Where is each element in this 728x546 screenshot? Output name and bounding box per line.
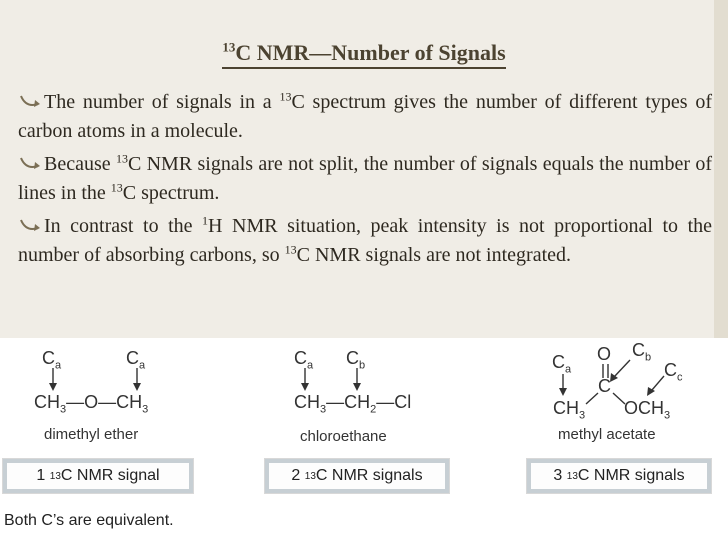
curved-arrow-icon xyxy=(18,216,44,234)
bullet-2-sup: 13 xyxy=(115,151,128,166)
methoxy-formula xyxy=(624,398,670,422)
label-sub-a: a xyxy=(139,359,146,372)
bullet-2-text-b: C NMR signals are not split, the number of signals equals the number of lines in the xyxy=(18,153,712,204)
bullet-3-text-c: C NMR signals are not integrated. xyxy=(296,244,572,266)
formula-o: O xyxy=(84,392,99,412)
formula-sub-2: 2 xyxy=(370,403,377,416)
signal-text: C NMR signal xyxy=(60,467,160,484)
curved-arrow-icon xyxy=(18,92,44,110)
bullet-list xyxy=(18,88,712,274)
signal-box-3 xyxy=(526,458,712,494)
signal-isotope: 13 xyxy=(49,470,61,482)
formula-sub-3: 3 xyxy=(60,403,67,416)
signal-text: C NMR signals xyxy=(315,467,423,484)
formula-ch: CH xyxy=(294,392,320,412)
bullet-3-text-b: H NMR situation, peak intensity is not proportional to the number of absorbing carbons, so xyxy=(18,215,713,266)
label-sub-b: b xyxy=(359,359,366,372)
bullet-3 xyxy=(18,212,712,270)
dimethyl-ether-formula: $CH_3—O—CH_3$ xyxy=(34,392,149,416)
label-sub-a: a xyxy=(307,359,314,372)
title-isotope: 13 xyxy=(222,40,236,55)
slide-title xyxy=(0,40,728,66)
label-cb xyxy=(632,340,651,364)
methyl-formula xyxy=(553,398,585,422)
label-c: C xyxy=(346,348,359,368)
label-ca-right xyxy=(126,348,145,372)
equivalence-note: Both C’s are equivalent. xyxy=(4,512,174,529)
signal-isotope: 13 xyxy=(566,470,578,482)
formula-ch: CH xyxy=(34,392,60,412)
formula-cl: Cl xyxy=(394,392,412,412)
bullet-3-text-a: In contrast to the xyxy=(44,215,203,237)
formula-sub-3: 3 xyxy=(664,409,671,422)
molecule-name-chloroethane: chloroethane xyxy=(300,428,387,445)
bullet-1-text-a: The number of signals in a xyxy=(44,91,280,113)
label-ca xyxy=(552,352,571,376)
label-c: C xyxy=(294,348,307,368)
label-cc xyxy=(664,360,683,384)
label-c: C xyxy=(632,340,645,360)
signal-text: C NMR signals xyxy=(577,467,685,484)
label-cb xyxy=(346,348,365,372)
bullet-3-sup: 1 xyxy=(202,213,209,228)
chloroethane-formula: $CH_3—CH_2—Cl$ xyxy=(294,392,412,416)
label-c: C xyxy=(126,348,139,368)
formula-ch: CH xyxy=(553,398,579,418)
label-sub-a: a xyxy=(55,359,62,372)
formula-ch: CH xyxy=(344,392,371,412)
title-text: C NMR—Number of Signals xyxy=(235,40,506,66)
label-c: C xyxy=(552,352,565,372)
nmr-figure xyxy=(0,338,728,546)
label-c: C xyxy=(42,348,55,368)
signal-count: 2 xyxy=(291,467,301,484)
label-sub-b: b xyxy=(645,351,652,364)
molecule-name-methyl-acetate: methyl acetate xyxy=(558,426,656,443)
formula-sub-3: 3 xyxy=(320,403,327,416)
signal-box-2 xyxy=(264,458,450,494)
label-ca-left xyxy=(42,348,61,372)
signal-isotope: 13 xyxy=(304,470,316,482)
formula-sub-3: 3 xyxy=(142,403,149,416)
formula-sub-3: 3 xyxy=(579,409,586,422)
bullet-3-sup2: 13 xyxy=(284,242,297,257)
label-sub-a: a xyxy=(565,363,572,376)
formula-ch: CH xyxy=(116,392,143,412)
bullet-1-sup: 13 xyxy=(279,89,292,104)
signal-box-1 xyxy=(2,458,194,494)
label-c: C xyxy=(664,360,677,380)
label-sub-c: c xyxy=(677,371,683,384)
bullet-1-text-b: C spectrum gives the number of different types of carbon atoms in a molecule. xyxy=(18,91,713,142)
bullet-2-text-c: C spectrum. xyxy=(122,182,220,204)
formula-och: OCH xyxy=(624,398,664,418)
label-carbonyl-c: C xyxy=(598,376,611,396)
label-ca xyxy=(294,348,313,372)
bullet-2-sup2: 13 xyxy=(110,180,123,195)
signal-count: 1 xyxy=(36,467,46,484)
bullet-1 xyxy=(18,88,712,146)
label-o: O xyxy=(597,344,612,364)
curved-arrow-icon xyxy=(18,154,44,172)
signal-count: 3 xyxy=(553,467,563,484)
bullet-2-text-a: Because xyxy=(44,153,116,175)
molecule-name-dimethyl-ether: dimethyl ether xyxy=(44,426,139,443)
bullet-2 xyxy=(18,150,712,208)
